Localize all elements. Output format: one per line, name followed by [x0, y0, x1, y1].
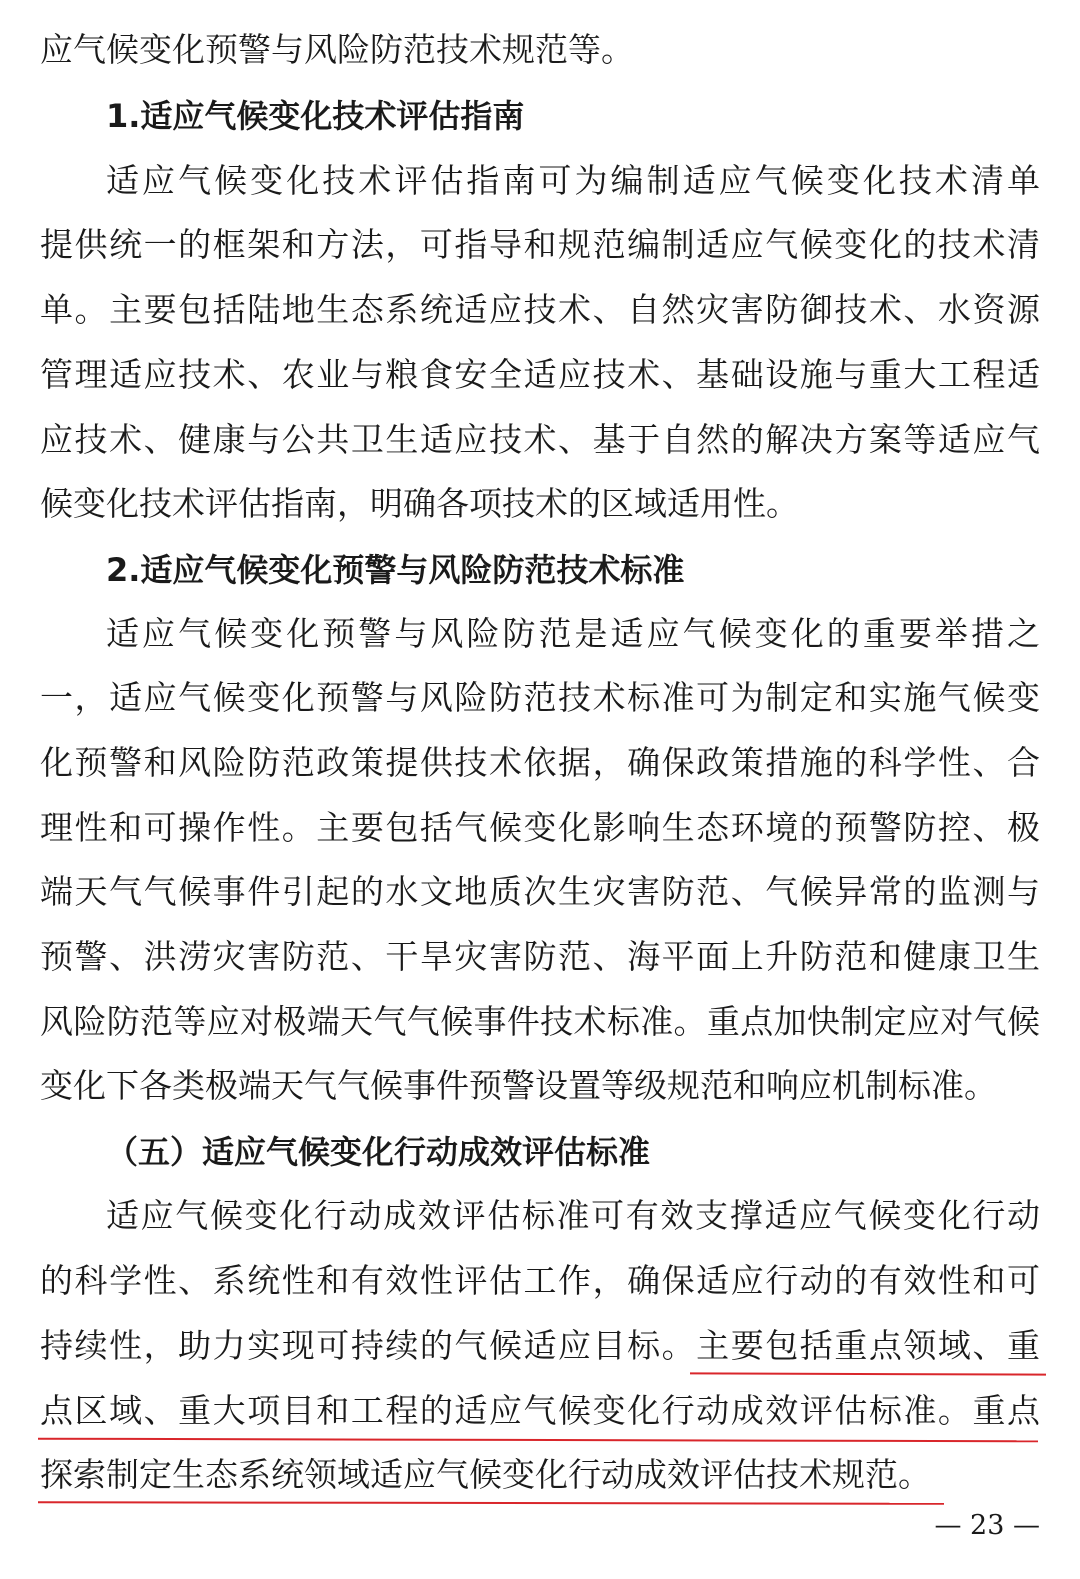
- section-heading-5: （五）适应气候变化行动成效评估标准: [106, 1133, 651, 1171]
- paragraph-line: 管理适应技术、农业与粮食安全适应技术、基础设施与重大工程适: [40, 355, 1040, 394]
- paragraph-line: 理性和可操作性。主要包括气候变化影响生态环境的预警防控、极: [40, 808, 1040, 847]
- paragraph-line: 变化下各类极端天气气候事件预警设置等级规范和响应机制标准。: [40, 1066, 997, 1105]
- paragraph-line: 点区域、重大项目和工程的适应气候变化行动成效评估标准。重点: [40, 1391, 1040, 1430]
- paragraph-line: 风险防范等应对极端天气气候事件技术标准。重点加快制定应对气候: [40, 1002, 1040, 1041]
- paragraph-line: 应技术、健康与公共卫生适应技术、基于自然的解决方案等适应气: [40, 420, 1040, 459]
- highlight-underline: [38, 1438, 1038, 1443]
- section-heading-1: 1.适应气候变化技术评估指南: [106, 97, 525, 135]
- paragraph-line: 化预警和风险防范政策提供技术依据，确保政策措施的科学性、合: [40, 743, 1040, 782]
- paragraph-line: 持续性，助力实现可持续的气候适应目标。主要包括重点领域、重: [40, 1326, 1040, 1365]
- highlight-underline: [690, 1372, 1046, 1375]
- paragraph-line: 探索制定生态系统领域适应气候变化行动成效评估技术规范。: [40, 1455, 931, 1494]
- paragraph-line: 应气候变化预警与风险防范技术规范等。: [40, 30, 634, 69]
- paragraph-line: 提供统一的框架和方法，可指导和规范编制适应气候变化的技术清: [40, 225, 1040, 264]
- highlight-underline: [38, 1501, 944, 1505]
- paragraph-line: 适应气候变化技术评估指南可为编制适应气候变化技术清单: [106, 161, 1040, 200]
- paragraph-line: 单。主要包括陆地生态系统适应技术、自然灾害防御技术、水资源: [40, 290, 1040, 329]
- paragraph-line: 适应气候变化行动成效评估标准可有效支撑适应气候变化行动: [106, 1196, 1040, 1235]
- page-number: — 23 —: [934, 1510, 1040, 1541]
- paragraph-line: 端天气气候事件引起的水文地质次生灾害防范、气候异常的监测与: [40, 872, 1040, 911]
- paragraph-line: 候变化技术评估指南，明确各项技术的区域适用性。: [40, 484, 799, 523]
- paragraph-line: 适应气候变化预警与风险防范是适应气候变化的重要举措之: [106, 614, 1040, 653]
- section-heading-2: 2.适应气候变化预警与风险防范技术标准: [106, 551, 685, 589]
- paragraph-line: 的科学性、系统性和有效性评估工作，确保适应行动的有效性和可: [40, 1261, 1040, 1300]
- paragraph-line: 预警、洪涝灾害防范、干旱灾害防范、海平面上升防范和健康卫生: [40, 937, 1040, 976]
- paragraph-line: 一，适应气候变化预警与风险防范技术标准可为制定和实施气候变: [40, 678, 1040, 717]
